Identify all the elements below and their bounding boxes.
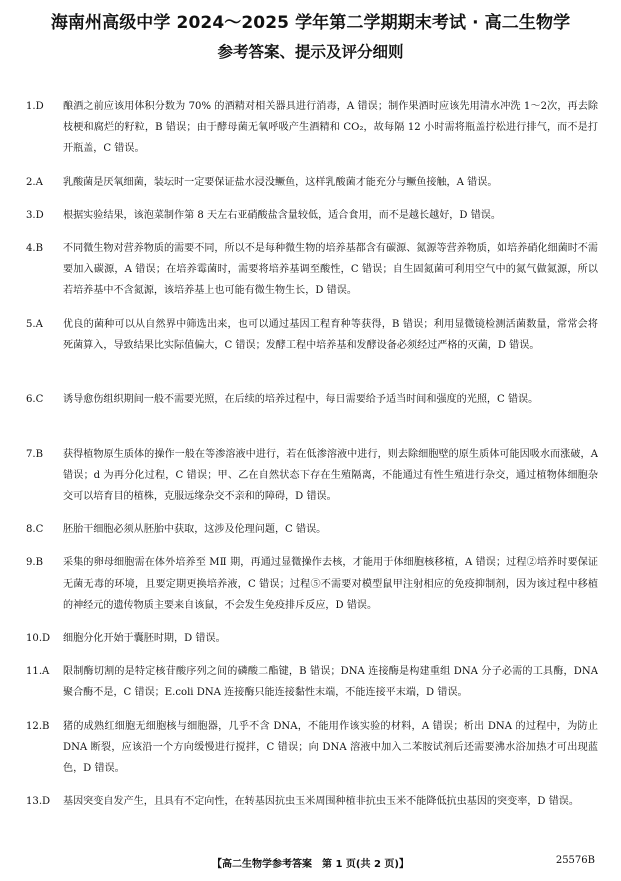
answer-item: [26, 661, 598, 703]
answer-item: [26, 205, 598, 226]
answer-number: 8.C: [26, 524, 44, 536]
answer-explanation: 根据实验结果，该泡菜制作第 8 天左右亚硝酸盐含量较低，适合食用，而不是越长越好，D 错误。: [63, 209, 501, 221]
answer-explanation: 酿酒之前应该用体积分数为 70% 的酒精对相关器具进行消毒，A 错误；制作果酒时应该先用清水冲洗 1～2次，再去除枝梗和腐烂的籽粒，B 错误；由于酵母菌无氧呼吸产生酒精和 CO₂，故每隔 12 小时需将瓶盖拧松进行排气，而不是打开瓶盖，C 错误。: [63, 101, 598, 155]
answer-item: [26, 519, 598, 540]
answer-item: [26, 628, 598, 649]
answer-number: 1.D: [26, 101, 44, 112]
answer-number: 6.C: [26, 394, 44, 406]
answer-explanation: 获得植物原生质体的操作一般在等渗溶液中进行，若在低渗溶液中进行，则去除细胞壁的原生质体可能因吸水而涨破，A 错误；d 为再分化过程，C 错误；甲、乙在自然状态下存在生殖隔离，不能通过有性生殖进行杂交，通过植物体细胞杂交可以培育目的植株，克服远缘杂交不亲和的障碍，D 错误。: [63, 448, 598, 502]
answer-item: [26, 552, 598, 616]
answer-number: 13.D: [26, 796, 51, 808]
answer-item: [26, 238, 598, 302]
answer-explanation: 不同微生物对营养物质的需要不同，所以不是每种微生物的培养基都含有碳源、氮源等营养物质，如培养硝化细菌时不需要加入碳源，A 错误；在培养霉菌时，需要将培养基调至酸性，C 错误；自生固氮菌可利用空气中的氮气做氮源，所以若培养基中不含氮源，该培养基上也可能有微生物生长，D 错误。: [63, 242, 598, 297]
answer-list: [26, 96, 598, 845]
answer-explanation: 诱导愈伤组织期间一般不需要光照，在后续的培养过程中，每日需要给予适当时间和强度的光照，C 错误。: [63, 394, 539, 406]
answer-explanation: 采集的卵母细胞需在体外培养至 MⅡ 期，再通过显微操作去核，才能用于体细胞核移植，A 错误；过程②培养时要保证无菌无毒的环境，且要定期更换培养液，C 错误；过程⑤不需要对模型鼠甲注射相应的免疫抑制剂，因为该过程中移植的神经元的遗传物质主要来自该鼠，不会发生免疫排斥反应，D 错误。: [63, 557, 598, 611]
answer-explanation: 猪的成熟红细胞无细胞核与细胞器，几乎不含 DNA，不能用作该实验的材料，A 错误；析出 DNA 的过程中，为防止 DNA 断裂，应该沿一个方向缓慢进行搅拌，C 错误；向 DNA 溶液中加入二苯胺试剂后还需要沸水浴加热才可出现蓝色，D 错误。: [63, 720, 598, 774]
footer-paper-code: 25576B: [555, 855, 595, 866]
answer-explanation: 胚胎干细胞必须从胚胎中获取，这涉及伦理问题，C 错误。: [63, 524, 327, 536]
answer-number: 12.B: [26, 720, 50, 732]
document-title: 海南州高级中学 2024～2025 学年第二学期期末考试 · 高二生物学: [50, 13, 571, 33]
answer-number: 5.A: [26, 318, 43, 330]
footer-page-label: 【高二生物学参考答案 第 1 页(共 2 页)】: [212, 859, 409, 870]
answer-number: 7.B: [26, 448, 44, 460]
answer-item: [26, 716, 598, 780]
answer-item: [26, 172, 598, 193]
page-footer: [0, 855, 621, 869]
answer-item: [26, 96, 598, 160]
answer-item: [26, 314, 598, 378]
answer-number: 2.A: [26, 176, 43, 188]
answer-number: 4.B: [26, 242, 44, 254]
answer-explanation: 细胞分化开始于囊胚时期，D 错误。: [63, 632, 226, 644]
answer-item: [26, 444, 598, 508]
answer-explanation: 基因突变自发产生，且具有不定向性，在转基因抗虫玉米周围种植非抗虫玉米不能降低抗虫基因的突变率，D 错误。: [63, 796, 579, 808]
answer-number: 9.B: [26, 557, 44, 569]
answer-number: 3.D: [26, 209, 44, 221]
answer-explanation: 乳酸菌是厌氧细菌，装坛时一定要保证盐水浸没鳜鱼，这样乳酸菌才能充分与鳜鱼接触，A 错误。: [63, 176, 498, 188]
answer-item: [26, 389, 598, 431]
answer-number: 10.D: [26, 632, 51, 644]
answer-item: [26, 791, 598, 833]
answer-number: 11.A: [26, 666, 50, 678]
answer-explanation: 限制酶切割的是特定核苷酸序列之间的磷酸二酯键，B 错误；DNA 连接酶是构建重组 DNA 分子必需的工具酶，DNA 聚合酶不是，C 错误；E.coli DNA 连接酶只能连接黏性末端，不能连接平末端，D 错误。: [63, 666, 598, 699]
answer-explanation: 优良的菌种可以从自然界中筛选出来，也可以通过基因工程育种等获得，B 错误；利用显微镜检测活菌数量，常常会将死菌算入，导致结果比实际值偏大，C 错误；发酵工程中培养基和发酵设备必须经过严格的灭菌，D 错误。: [63, 318, 598, 351]
document-subtitle: 参考答案、提示及评分细则: [217, 43, 404, 61]
